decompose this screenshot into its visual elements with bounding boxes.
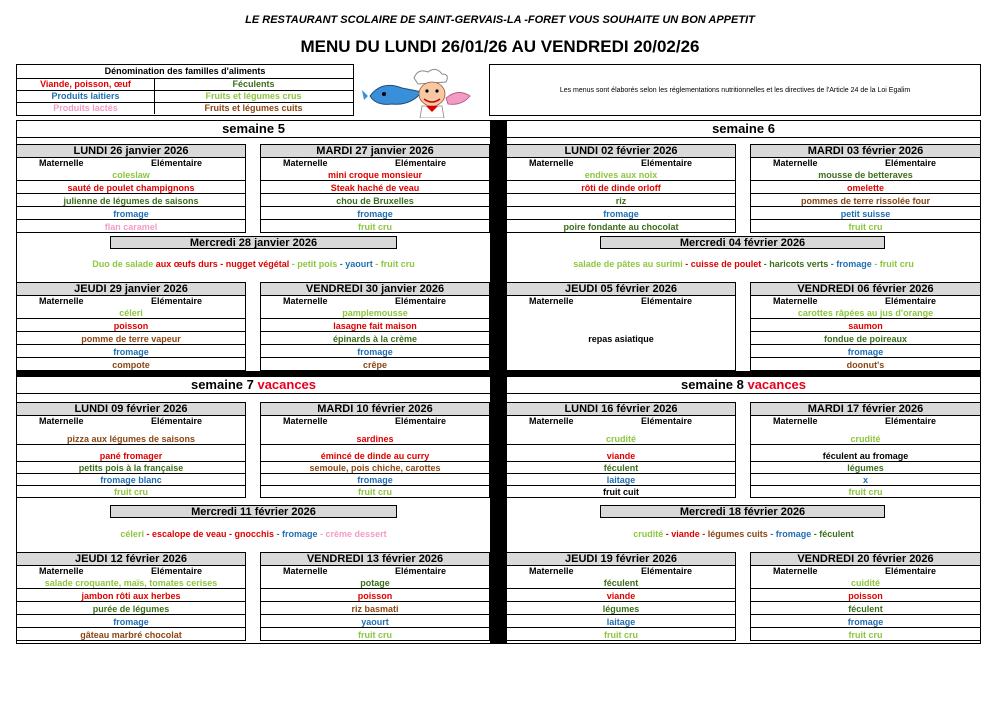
day-menu-d6	[260, 282, 490, 371]
day-title: VENDREDI 13 février 2026	[261, 553, 489, 566]
maternelle-label: Maternelle	[283, 416, 328, 426]
mercredi-menu	[16, 527, 491, 541]
menu-item: pommes de terre rissolée four	[751, 195, 980, 207]
maternelle-label: Maternelle	[529, 158, 574, 168]
day-title: JEUDI 12 février 2026	[17, 553, 245, 566]
legend-crus: Fruits et légumes crus	[154, 90, 353, 103]
menu-item: fromage	[17, 616, 245, 628]
maternelle-label: Maternelle	[773, 416, 818, 426]
menu-item: sauté de poulet champignons	[17, 182, 245, 194]
menu-item: pané fromager	[17, 450, 245, 462]
menu-item: yaourt	[261, 616, 489, 628]
day-menu-d3	[506, 144, 736, 233]
menu-item: poisson	[261, 590, 489, 602]
maternelle-label: Maternelle	[283, 158, 328, 168]
week-7-title: semaine 7	[190, 377, 254, 392]
day-title: MARDI 17 février 2026	[751, 403, 980, 416]
elementaire-label: Elémentaire	[151, 296, 203, 306]
day-title: MARDI 27 janvier 2026	[261, 145, 489, 158]
day-menu-d14	[260, 552, 490, 641]
menu-item: - petit pois	[289, 259, 338, 269]
menu-item: viande	[507, 450, 735, 462]
week-6-title: semaine 6	[712, 121, 775, 136]
menu-item: rôti de dinde orloff	[507, 182, 735, 194]
menu-item: - fromage	[767, 529, 812, 539]
week-title	[507, 121, 980, 138]
week-title	[17, 377, 490, 394]
mercredi-menu	[506, 257, 981, 271]
elementaire-label: Elémentaire	[151, 158, 203, 168]
day-menu-d7	[506, 282, 736, 371]
day-menu-d10	[260, 402, 490, 498]
menu-item: - crème dessert	[317, 529, 387, 539]
day-title: MARDI 10 février 2026	[261, 403, 489, 416]
menu-item: féculent au fromage	[751, 450, 980, 462]
menu-item: petits pois à la française	[17, 462, 245, 474]
day-menu-d8	[750, 282, 981, 371]
menu-item: riz basmati	[261, 603, 489, 615]
day-menu-d16	[750, 552, 981, 641]
week-5-title: semaine 5	[222, 121, 285, 136]
elementaire-label: Elémentaire	[641, 416, 693, 426]
day-menu-d15	[506, 552, 736, 641]
center-divider	[491, 120, 506, 644]
menu-item: salade de pâtes au surimi	[573, 259, 683, 269]
restaurant-greeting: LE RESTAURANT SCOLAIRE DE SAINT-GERVAIS-LA -FORET VOUS SOUHAITE UN BON APPETIT	[245, 14, 755, 26]
menu-item: Duo de salade	[92, 259, 154, 269]
maternelle-label: Maternelle	[39, 566, 84, 576]
menu-item: sardines	[261, 433, 489, 445]
menu-item: fruit cru	[848, 630, 883, 640]
menu-item: petit suisse	[751, 208, 980, 220]
menu-item: céleri	[120, 529, 144, 539]
menu-item: Steak haché de veau	[261, 182, 489, 194]
elementaire-label: Elémentaire	[395, 566, 447, 576]
menu-item: laitage	[507, 474, 735, 486]
elementaire-label: Elémentaire	[641, 158, 693, 168]
menu-item: mini croque monsieur	[261, 169, 489, 181]
day-menu-d1	[16, 144, 246, 233]
menu-item: crudité	[507, 433, 735, 445]
day-title: VENDREDI 06 février 2026	[751, 283, 980, 296]
menu-item: poisson	[17, 320, 245, 332]
elementaire-label: Elémentaire	[151, 566, 203, 576]
mercredi-menu	[16, 257, 491, 271]
menu-item: julienne de légumes de saisons	[17, 195, 245, 207]
menu-item: crêpe	[362, 360, 388, 370]
day-menu-d9	[16, 402, 246, 498]
maternelle-label: Maternelle	[39, 158, 84, 168]
menu-item: - cuisse de poulet	[682, 259, 762, 269]
menu-item: - yaourt	[337, 259, 373, 269]
menu-date-range: MENU DU LUNDI 26/01/26 AU VENDREDI 20/02/26	[300, 37, 700, 56]
elementaire-label: Elémentaire	[885, 566, 937, 576]
maternelle-label: Maternelle	[773, 296, 818, 306]
menu-item: fruit cru	[113, 487, 148, 497]
menu-item: - féculent	[811, 529, 854, 539]
menu-item: repas asiatique	[588, 334, 654, 344]
day-title: VENDREDI 30 janvier 2026	[261, 283, 489, 296]
menu-item: fondue de poireaux	[751, 333, 980, 345]
menu-item: aux œufs durs	[153, 259, 218, 269]
mercredi-title: Mercredi 28 janvier 2026	[110, 236, 397, 249]
maternelle-label: Maternelle	[39, 416, 84, 426]
menu-item: fromage	[751, 346, 980, 358]
maternelle-label: Maternelle	[773, 566, 818, 576]
menu-item: fruit cru	[357, 222, 392, 232]
day-menu-d5	[16, 282, 246, 371]
menu-item: - haricots verts	[761, 259, 829, 269]
menu-item: riz	[507, 195, 735, 207]
menu-item: - légumes cuits	[699, 529, 768, 539]
menu-item: laitage	[507, 616, 735, 628]
menu-item: omelette	[751, 182, 980, 194]
menu-item: fruit cuit	[603, 487, 639, 497]
menu-item: fruit cru	[603, 630, 638, 640]
menu-item: fromage	[507, 208, 735, 220]
menu-item: fromage	[261, 474, 489, 486]
day-title: JEUDI 19 février 2026	[507, 553, 735, 566]
menu-item: purée de légumes	[17, 603, 245, 615]
menu-item: émincé de dinde au curry	[261, 450, 489, 462]
day-title: LUNDI 16 février 2026	[507, 403, 735, 416]
maternelle-label: Maternelle	[529, 566, 574, 576]
menu-item: x	[751, 474, 980, 486]
day-title: JEUDI 05 février 2026	[507, 283, 735, 296]
menu-item: lasagne fait maison	[261, 320, 489, 332]
day-title: LUNDI 09 février 2026	[17, 403, 245, 416]
menu-item: - gnocchis	[226, 529, 275, 539]
menu-item: chou de Bruxelles	[261, 195, 489, 207]
menu-item: salade croquante, maïs, tomates cerises	[17, 577, 245, 589]
menu-item: - fruit cru	[372, 259, 415, 269]
week-title	[17, 121, 490, 138]
menu-item: poisson	[751, 590, 980, 602]
menu-item: - escalope de veau	[143, 529, 227, 539]
week-title	[507, 377, 980, 394]
menu-item: cuidité	[751, 577, 980, 589]
mercredi-title: Mercredi 18 février 2026	[600, 505, 885, 518]
elementaire-label: Elémentaire	[395, 158, 447, 168]
week-7-vacances: vacances	[257, 377, 317, 392]
middle-divider	[16, 372, 981, 377]
menu-item: flan caramel	[104, 222, 158, 232]
day-title: VENDREDI 20 février 2026	[751, 553, 980, 566]
legend-cuits: Fruits et légumes cuits	[204, 103, 303, 113]
menu-item: fromage	[261, 346, 489, 358]
menu-item: fruit cru	[848, 222, 883, 232]
menu-item: coleslaw	[17, 169, 245, 181]
menu-item: crudité	[751, 433, 980, 445]
elementaire-label: Elémentaire	[885, 158, 937, 168]
menu-item: féculent	[507, 462, 735, 474]
day-title: LUNDI 02 février 2026	[507, 145, 735, 158]
menu-item: jambon rôti aux herbes	[17, 590, 245, 602]
menu-item: saumon	[751, 320, 980, 332]
egalim-note: Les menus sont élaborés selon les réglementations nutritionnelles et les directives de l'Article 24 de la Loi Egalim	[489, 64, 981, 116]
mercredi-title: Mercredi 04 février 2026	[600, 236, 885, 249]
mercredi-title: Mercredi 11 février 2026	[110, 505, 397, 518]
menu-item: fromage	[17, 208, 245, 220]
menu-item: légumes	[507, 603, 735, 615]
menu-item: fruit cru	[357, 630, 392, 640]
menu-item: endives aux noix	[507, 169, 735, 181]
maternelle-label: Maternelle	[773, 158, 818, 168]
menu-item: fromage blanc	[17, 474, 245, 486]
menu-item: potage	[261, 577, 489, 589]
day-menu-d4	[750, 144, 981, 233]
day-title: JEUDI 29 janvier 2026	[17, 283, 245, 296]
menu-item: pomme de terre vapeur	[17, 333, 245, 345]
menu-item: légumes	[751, 462, 980, 474]
mercredi-menu	[506, 527, 981, 541]
menu-item: féculent	[751, 603, 980, 615]
legend-title: Dénomination des familles d'aliments	[17, 65, 353, 79]
elementaire-label: Elémentaire	[885, 416, 937, 426]
week-8-title: semaine 8	[680, 377, 744, 392]
menu-item: - viande	[663, 529, 700, 539]
menu-item: crudité	[633, 529, 664, 539]
maternelle-label: Maternelle	[39, 296, 84, 306]
menu-item: - fromage	[274, 529, 318, 539]
maternelle-label: Maternelle	[283, 296, 328, 306]
day-title: MARDI 03 février 2026	[751, 145, 980, 158]
elementaire-label: Elémentaire	[151, 416, 203, 426]
menu-item: fromage	[261, 208, 489, 220]
elementaire-label: Elémentaire	[641, 566, 693, 576]
menu-item: - fromage	[828, 259, 872, 269]
day-menu-d12	[750, 402, 981, 498]
menu-item: gâteau marbré chocolat	[80, 630, 182, 640]
menu-item: fruit cru	[848, 487, 883, 497]
menu-item: viande	[507, 590, 735, 602]
menu-item: fruit cru	[357, 487, 392, 497]
menu-item: fromage	[751, 616, 980, 628]
menu-item: - fruit cru	[871, 259, 914, 269]
menu-item: doonut's	[846, 360, 885, 370]
legend-laitiers: Produits laitiers	[17, 90, 155, 103]
maternelle-label: Maternelle	[529, 416, 574, 426]
menu-item: compote	[112, 360, 150, 370]
menu-item: fromage	[17, 346, 245, 358]
day-menu-d2	[260, 144, 490, 233]
elementaire-label: Elémentaire	[395, 296, 447, 306]
elementaire-label: Elémentaire	[395, 416, 447, 426]
maternelle-label: Maternelle	[529, 296, 574, 306]
legend-viande: Viande, poisson, œuf	[17, 78, 155, 91]
menu-item: - nugget végétal	[217, 259, 290, 269]
week-8-vacances: vacances	[747, 377, 807, 392]
legend-lactes: Produits lactés	[17, 102, 155, 114]
day-menu-d11	[506, 402, 736, 498]
menu-item: poire fondante au chocolat	[563, 222, 679, 232]
day-title: LUNDI 26 janvier 2026	[17, 145, 245, 158]
menu-item: carottes râpées au jus d'orange	[751, 307, 980, 319]
maternelle-label: Maternelle	[283, 566, 328, 576]
menu-item: céleri	[17, 307, 245, 319]
menu-item: féculent	[507, 577, 735, 589]
menu-item: semoule, pois chiche, carottes	[261, 462, 489, 474]
day-menu-d13	[16, 552, 246, 641]
menu-item: mousse de betteraves	[751, 169, 980, 181]
menu-item: épinards à la crème	[261, 333, 489, 345]
elementaire-label: Elémentaire	[885, 296, 937, 306]
legend-feculents: Féculents	[154, 78, 353, 91]
chef-illustration-icon	[362, 66, 474, 118]
menu-item: pamplemousse	[261, 307, 489, 319]
menu-item: pizza aux légumes de saisons	[17, 433, 245, 445]
legend-table	[16, 64, 354, 116]
elementaire-label: Elémentaire	[641, 296, 693, 306]
